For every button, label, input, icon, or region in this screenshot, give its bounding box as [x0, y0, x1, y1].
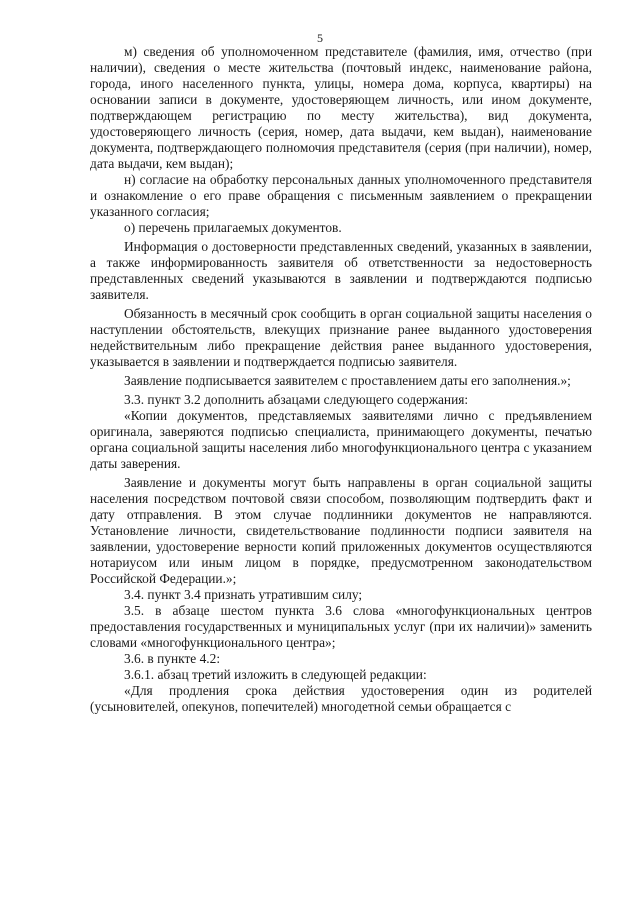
paragraph-extension: «Для продления срока действия удостоверения один из родителей (усыновителей, опекунов, попечителей) многодетной семьи обращается с [90, 683, 592, 714]
page-number: 5 [317, 31, 323, 45]
paragraph-signature: Заявление подписывается заявителем с проставлением даты его заполнения.»; [124, 373, 571, 388]
paragraph-3-4: 3.4. пункт 3.4 признать утратившим силу; [124, 587, 363, 602]
paragraph-postal: Заявление и документы могут быть направлены в орган социальной защиты населения посредством почтовой связи способом, позволяющим подтвердить факт и дату отправления. В этом случае подлинники документов не направляются. Установление личности, свидетельствование подлинности подписи заявителя на заявлении, удостоверение верности копий приложенных документов осуществляются нотариусом или иным лицом в порядке, предусмотренном законодательством Российской Федерации.»; [90, 475, 592, 586]
paragraph-obligation: Обязанность в месячный срок сообщить в орган социальной защиты населения о наступлении обстоятельств, влекущих признание ранее выданного удостоверения недействительным либо прекращение действия ранее выданного удостоверения, указывается в заявлении и подтверждается подписью заявителя. [90, 306, 592, 369]
paragraph-n: н) согласие на обработку персональных данных уполномоченного представителя и ознакомление о его праве обращения с письменным заявлением о прекращении указанного согласия; [90, 172, 592, 219]
paragraph-o: о) перечень прилагаемых документов. [124, 220, 342, 235]
paragraph-3-6-1: 3.6.1. абзац третий изложить в следующей редакции: [124, 667, 427, 682]
paragraph-copies: «Копии документов, представляемых заявителями лично с предъявлением оригинала, заверяются подписью специалиста, принимающего документы, печатью органа социальной защиты населения либо многофункционального центра с указанием даты заверения. [90, 408, 592, 471]
paragraph-3-6: 3.6. в пункте 4.2: [124, 651, 221, 666]
document-body [90, 44, 592, 715]
paragraph-info-reliability: Информация о достоверности представленных сведений, указанных в заявлении, а также информированность заявителя об ответственности за недостоверность представленных сведений указываются в заявлении и подтверждаются подписью заявителя. [90, 239, 592, 302]
paragraph-3-3: 3.3. пункт 3.2 дополнить абзацами следующего содержания: [124, 392, 469, 407]
paragraph-3-5: 3.5. в абзаце шестом пункта 3.6 слова «многофункциональных центров предоставления государственных и муниципальных услуг (при их наличии)» заменить словами «многофункционального центра»; [90, 603, 592, 650]
paragraph-m: м) сведения об уполномоченном представителе (фамилия, имя, отчество (при наличии), сведения о месте жительства (почтовый индекс, наименование района, города, иного населенного пункта, улицы, номера дома, корпуса, квартиры) на основании записи в документе, удостоверяющем личность, или ином документе, подтверждающем регистрацию по месту жительства), вид документа, удостоверяющего личность (серия, номер, дата выдачи, кем выдан), наименование документа, подтверждающего полномочия представителя (серия (при наличии), номер, дата выдачи, кем выдан); [90, 44, 592, 171]
